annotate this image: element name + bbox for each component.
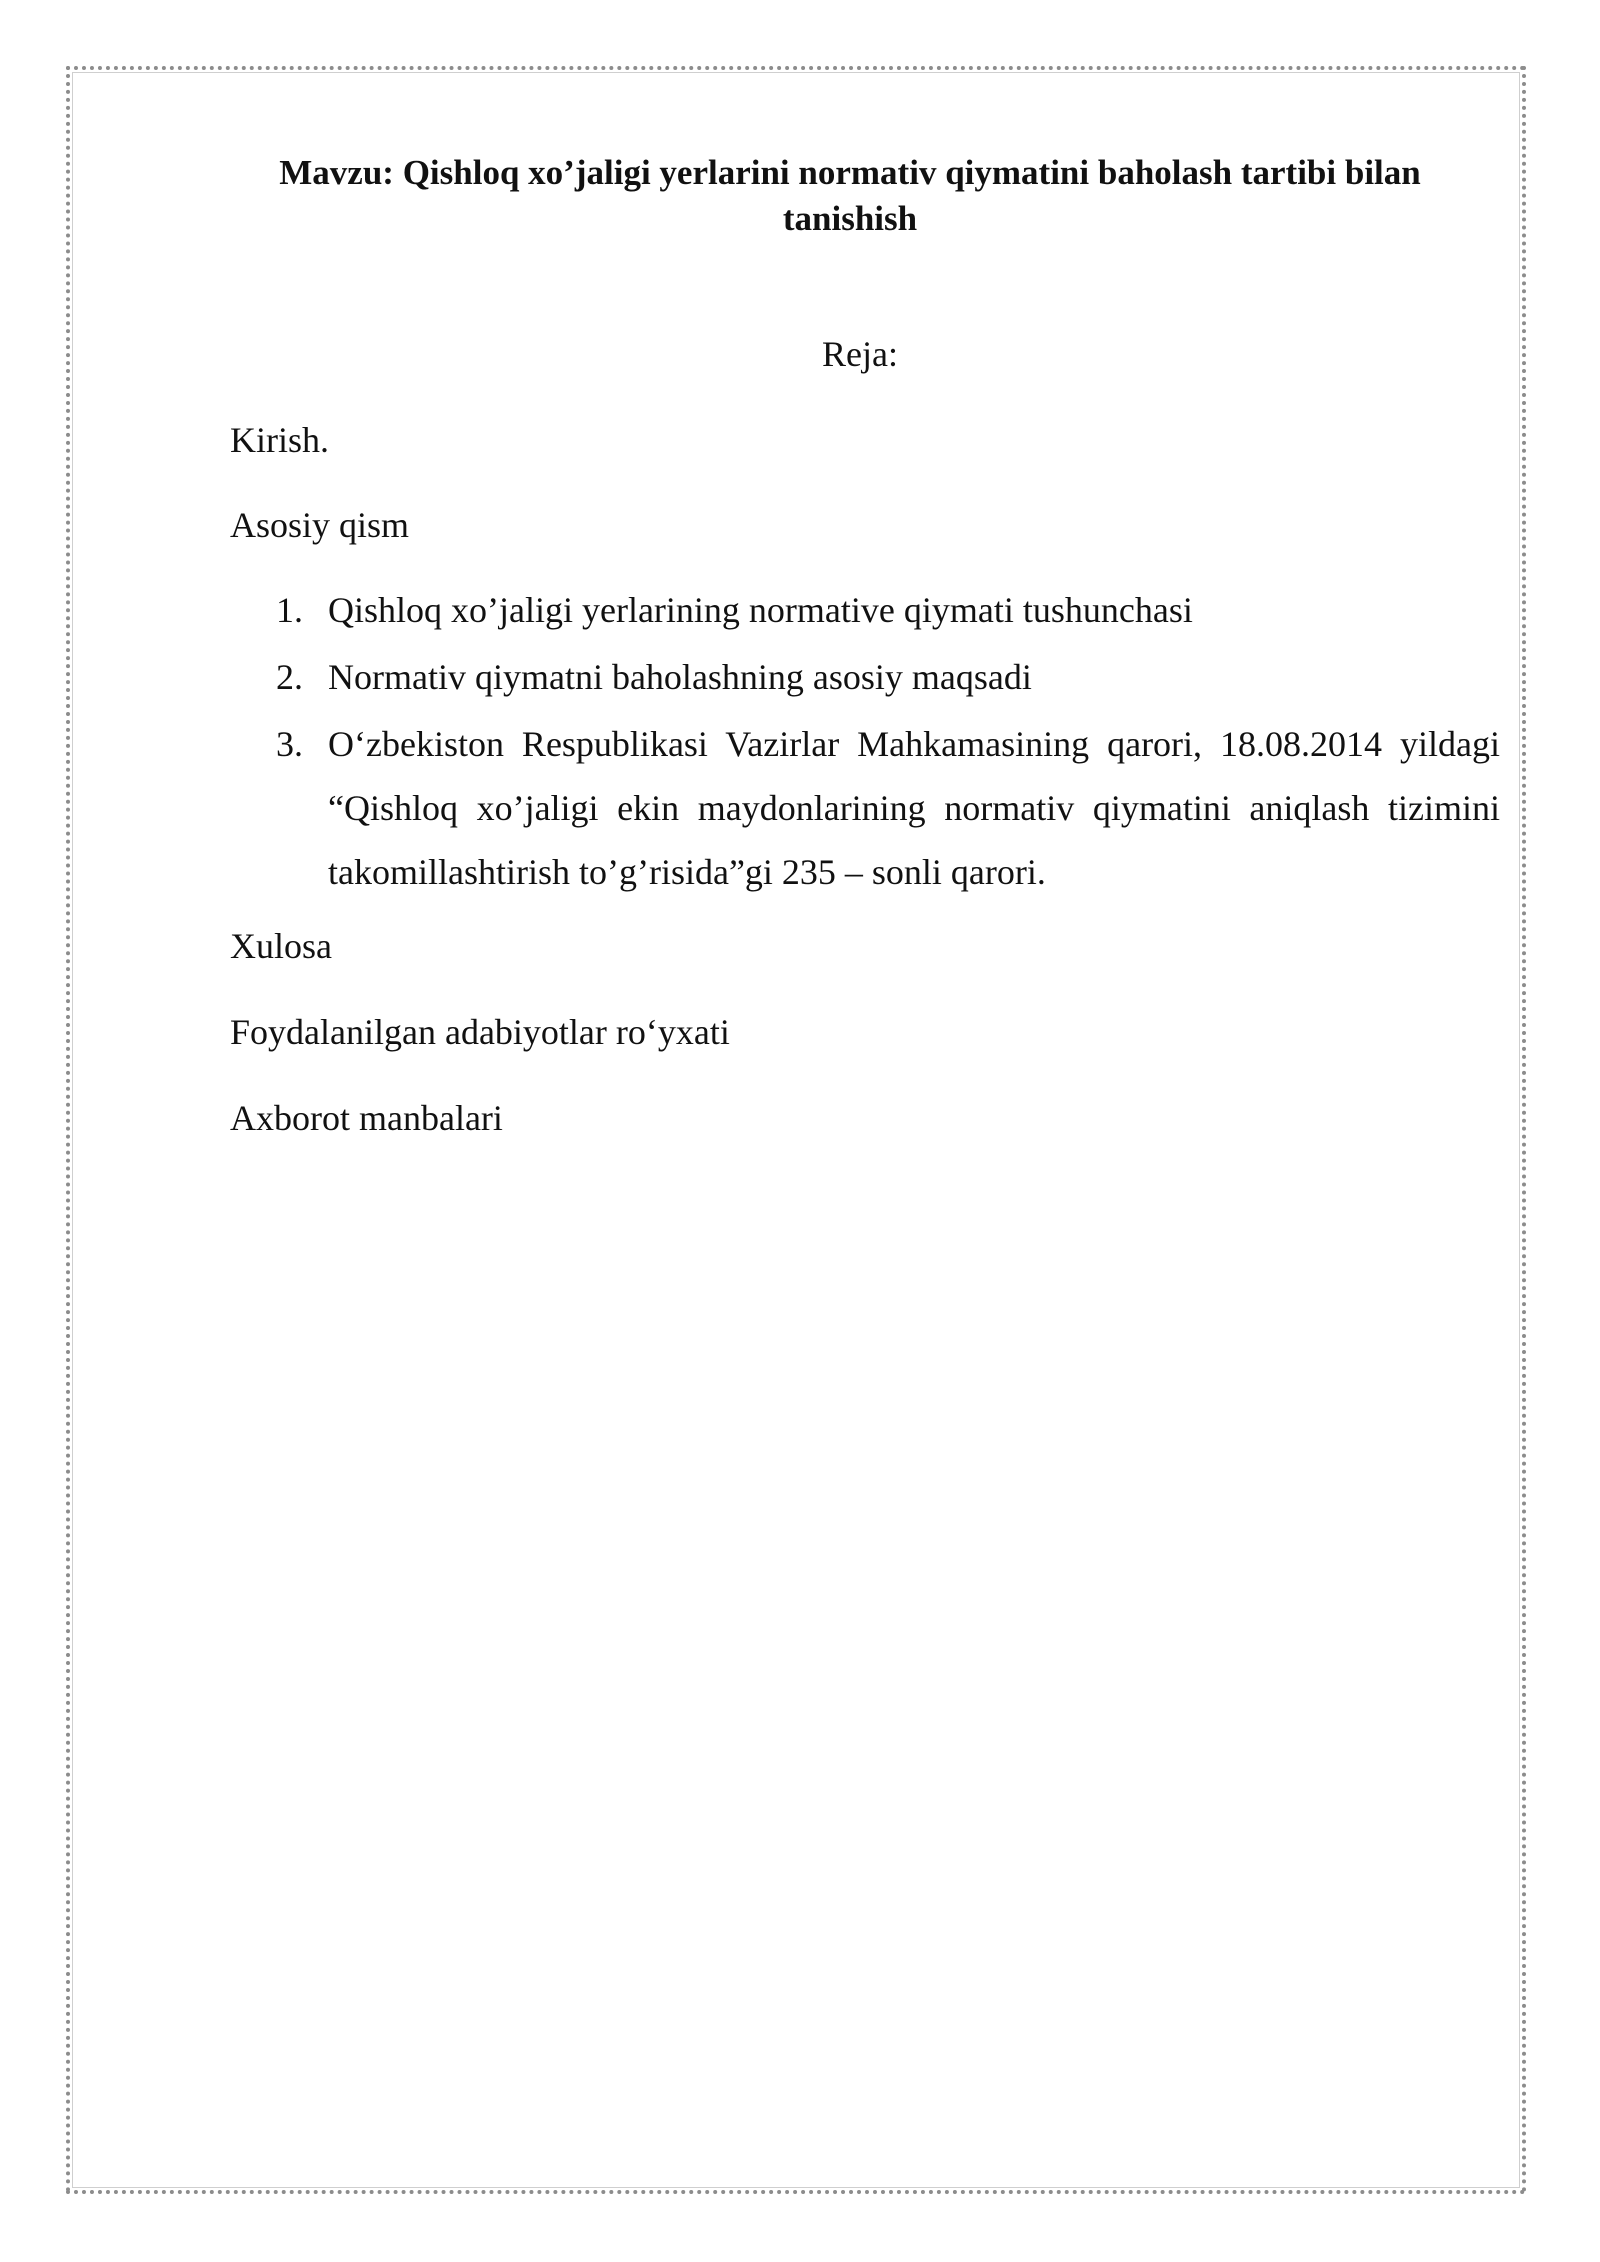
list-item-number: 3. (276, 724, 303, 764)
conclusion-line: Xulosa (230, 926, 332, 966)
references-line: Foydalanilgan adabiyotlar ro‘yxati (230, 1012, 730, 1052)
intro-line: Kirish. (230, 420, 329, 460)
list-item (230, 588, 1500, 632)
list-item-text: O‘zbekiston Respublikasi Vazirlar Mahkamasining qarori, 18.08.2014 yildagi “Qishloq xo’jaligi ekin maydonlarining normativ qiymatini aniqlash tizimini takomillashtirish to’g’risida”gi 235 – sonli qarori. (328, 724, 1500, 892)
list-item (230, 655, 1500, 699)
list-item-text: Normativ qiymatni baholashning asosiy maqsadi (328, 657, 1032, 697)
list-item-text: Qishloq xo’jaligi yerlarining normative qiymati tushunchasi (328, 590, 1193, 630)
list-item-number: 2. (276, 657, 303, 697)
plan-heading: Reja: (822, 334, 898, 374)
list-item-number: 1. (276, 590, 303, 630)
document-title: Mavzu: Qishloq xo’jaligi yerlarini normativ qiymatini baholash tartibi bilan tanishish (279, 153, 1421, 238)
list-item (230, 712, 1500, 904)
info-sources-line: Axborot manbalari (230, 1098, 503, 1138)
plan-list (230, 588, 1500, 927)
main-part-line: Asosiy qism (230, 505, 410, 545)
